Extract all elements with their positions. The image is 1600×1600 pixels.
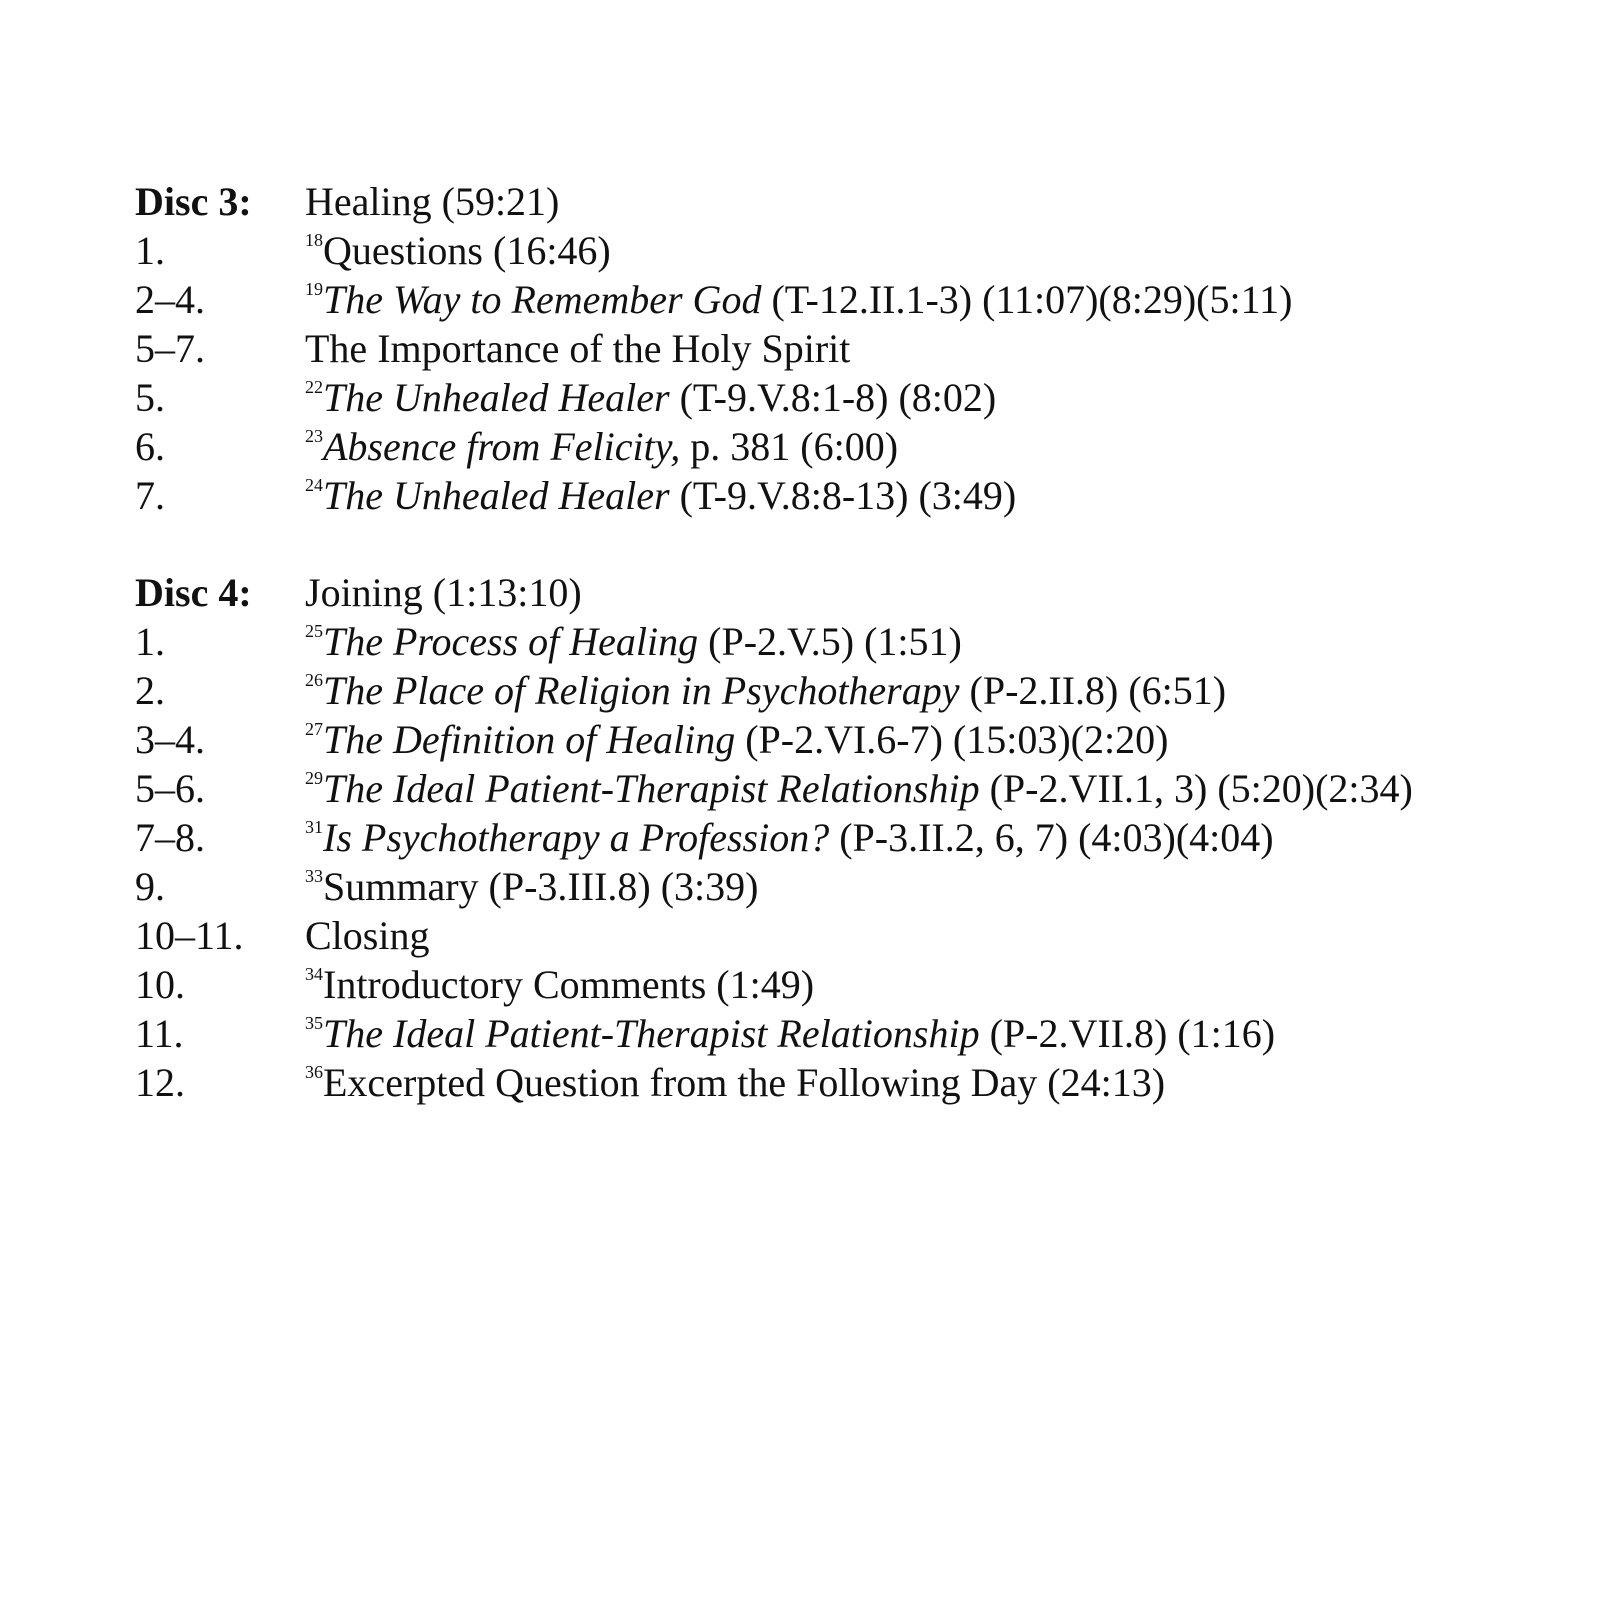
track-row [135, 911, 1575, 960]
track-text [305, 422, 1575, 471]
footnote-marker: 24 [305, 475, 323, 495]
track-text [305, 471, 1575, 520]
track-number: 5–6. [135, 766, 205, 811]
footnote-marker: 31 [305, 817, 323, 837]
track-text [305, 862, 1575, 911]
track-detail: (P-3.II.2, 6, 7) (4:03)(4:04) [829, 815, 1274, 860]
track-row [135, 324, 1575, 373]
track-detail: The Importance of the Holy Spirit [305, 326, 851, 371]
footnote-marker: 26 [305, 670, 323, 690]
track-detail: (P-2.V.5) (1:51) [698, 619, 962, 664]
disc-3-section [135, 177, 1575, 520]
track-number: 7. [135, 473, 165, 518]
track-row [135, 715, 1575, 764]
track-text [305, 617, 1575, 666]
track-row [135, 960, 1575, 1009]
footnote-marker: 22 [305, 377, 323, 397]
track-text [305, 764, 1575, 813]
track-detail: Closing [305, 913, 430, 958]
track-text [305, 324, 1575, 373]
track-detail: (P-2.VII.1, 3) (5:20)(2:34) [979, 766, 1413, 811]
track-list [135, 617, 1575, 1107]
track-number: 5–7. [135, 326, 205, 371]
track-number: 2. [135, 668, 165, 713]
track-row [135, 764, 1575, 813]
track-row [135, 1058, 1575, 1107]
footnote-marker: 34 [305, 964, 323, 984]
track-number: 11. [135, 1011, 184, 1056]
footnote-marker: 19 [305, 279, 323, 299]
track-number: 10–11. [135, 913, 244, 958]
footnote-marker: 35 [305, 1013, 323, 1033]
disc-title: Joining (1:13:10) [305, 570, 582, 615]
track-row [135, 862, 1575, 911]
track-list [135, 226, 1575, 520]
disc-header [135, 568, 1575, 617]
track-row [135, 1009, 1575, 1058]
work-title: The Process of Healing [323, 619, 699, 664]
footnote-marker: 23 [305, 426, 323, 446]
track-row [135, 666, 1575, 715]
track-number: 10. [135, 962, 185, 1007]
track-text [305, 666, 1575, 715]
work-title: The Ideal Patient-Therapist Relationship [323, 1011, 980, 1056]
track-number: 5. [135, 375, 165, 420]
disc-4-section [135, 568, 1575, 1107]
footnote-marker: 29 [305, 768, 323, 788]
track-row [135, 813, 1575, 862]
track-text [305, 813, 1575, 862]
track-detail: (T-9.V.8:8-13) (3:49) [669, 473, 1017, 518]
track-text [305, 275, 1575, 324]
track-number: 6. [135, 424, 165, 469]
work-title: The Unhealed Healer [323, 375, 670, 420]
disc-label: Disc 3: [135, 179, 252, 224]
work-title: The Way to Remember God [323, 277, 762, 322]
track-text [305, 226, 1575, 275]
track-detail: Introductory Comments (1:49) [323, 962, 815, 1007]
track-detail: (P-2.VII.8) (1:16) [979, 1011, 1276, 1056]
footnote-marker: 27 [305, 719, 323, 739]
track-number: 3–4. [135, 717, 205, 762]
track-detail: Excerpted Question from the Following Day (24:13) [323, 1060, 1166, 1105]
track-number: 7–8. [135, 815, 205, 860]
track-detail: Summary (P-3.III.8) (3:39) [323, 864, 759, 909]
track-row [135, 617, 1575, 666]
work-title: Is Psychotherapy a Profession? [323, 815, 830, 860]
track-text [305, 1058, 1575, 1107]
track-row [135, 471, 1575, 520]
track-text [305, 1009, 1575, 1058]
track-detail: Questions (16:46) [323, 228, 611, 273]
track-text [305, 373, 1575, 422]
track-text [305, 715, 1575, 764]
disc-header [135, 177, 1575, 226]
track-number: 12. [135, 1060, 185, 1105]
footnote-marker: 18 [305, 230, 323, 250]
track-row [135, 373, 1575, 422]
track-number: 9. [135, 864, 165, 909]
track-number: 2–4. [135, 277, 205, 322]
track-detail: (T-9.V.8:1-8) (8:02) [669, 375, 997, 420]
track-number: 1. [135, 619, 165, 664]
track-detail: (P-2.VI.6-7) (15:03)(2:20) [735, 717, 1169, 762]
footnote-marker: 33 [305, 866, 323, 886]
disc-title: Healing (59:21) [305, 179, 560, 224]
work-title: The Unhealed Healer [323, 473, 670, 518]
work-title: Absence from Felicity, [323, 424, 681, 469]
footnote-marker: 36 [305, 1062, 323, 1082]
track-number: 1. [135, 228, 165, 273]
footnote-marker: 25 [305, 621, 323, 641]
track-detail: p. 381 (6:00) [680, 424, 899, 469]
track-detail: (P-2.II.8) (6:51) [959, 668, 1227, 713]
track-row [135, 422, 1575, 471]
track-row [135, 226, 1575, 275]
track-row [135, 275, 1575, 324]
track-detail: (T-12.II.1-3) (11:07)(8:29)(5:11) [761, 277, 1293, 322]
track-text [305, 911, 1575, 960]
work-title: The Ideal Patient-Therapist Relationship [323, 766, 980, 811]
work-title: The Definition of Healing [323, 717, 736, 762]
track-text [305, 960, 1575, 1009]
disc-label: Disc 4: [135, 570, 252, 615]
track-listing [135, 177, 1575, 1155]
work-title: The Place of Religion in Psychotherapy [323, 668, 960, 713]
